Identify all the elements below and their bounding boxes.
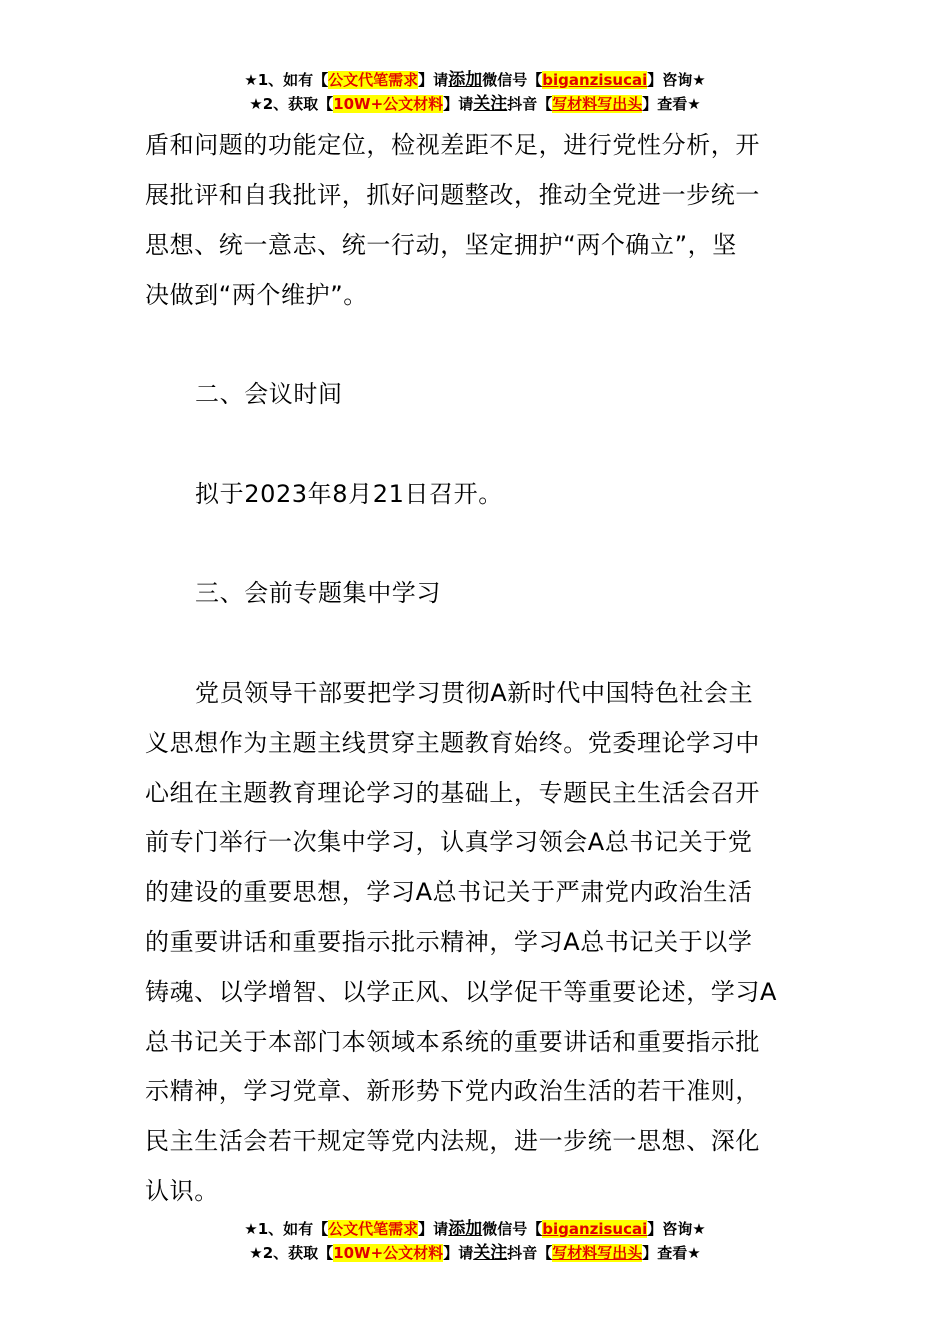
paragraph-line: 党员领导干部要把学习贯彻A新时代中国特色社会主 bbox=[195, 679, 754, 707]
paragraph-line: 拟于2023年8月21日召开。 bbox=[195, 480, 503, 508]
ad-highlight: 10W+公文材料 bbox=[333, 1244, 444, 1262]
ad-douyin-id: 写材料写出头 bbox=[552, 1244, 643, 1262]
ad-text: 】咨询★ bbox=[647, 71, 706, 89]
ad-highlight: 10W+公文材料 bbox=[333, 95, 444, 113]
ad-line-2-footer bbox=[0, 1242, 950, 1265]
paragraph-line: 民主生活会若干规定等党内法规，进一步统一思想、深化 bbox=[145, 1127, 760, 1155]
ad-highlight: 公文代笔需求 bbox=[328, 71, 419, 89]
paragraph-line: 思想、统一意志、统一行动，坚定拥护“两个确立”，坚 bbox=[145, 231, 737, 259]
ad-text: 】请 bbox=[443, 1244, 474, 1262]
ad-text: 】查看★ bbox=[642, 1244, 701, 1262]
ad-emphasis: 添加 bbox=[448, 70, 483, 90]
paragraph-line: 铸魂、以学增智、以学正风、以学促干等重要论述，学习A bbox=[145, 978, 778, 1006]
paragraph-line: 示精神，学习党章、新形势下党内政治生活的若干准则， bbox=[145, 1077, 760, 1105]
ad-text: ★2、获取【 bbox=[249, 95, 334, 113]
paragraph-line: 的建设的重要思想，学习A总书记关于严肃党内政治生活 bbox=[145, 878, 753, 906]
ad-wechat-id: biganzisucai bbox=[542, 71, 648, 89]
paragraph-line: 盾和问题的功能定位，检视差距不足，进行党性分析，开 bbox=[145, 131, 760, 159]
ad-text: ★2、获取【 bbox=[249, 1244, 334, 1262]
paragraph-line: 义思想作为主题主线贯穿主题教育始终。党委理论学习中 bbox=[145, 729, 760, 757]
ad-text: 】请 bbox=[443, 95, 474, 113]
ad-text: 微信号【 bbox=[482, 1220, 543, 1238]
ad-line-1-footer bbox=[0, 1218, 950, 1241]
ad-emphasis: 关注 bbox=[473, 94, 508, 114]
ad-text: 】查看★ bbox=[642, 95, 701, 113]
paragraph-line: 决做到“两个维护”。 bbox=[145, 281, 368, 309]
ad-text: 抖音【 bbox=[507, 95, 553, 113]
section-heading: 三、会前专题集中学习 bbox=[195, 579, 441, 607]
ad-text: 抖音【 bbox=[507, 1244, 553, 1262]
ad-highlight: 公文代笔需求 bbox=[328, 1220, 419, 1238]
ad-line-1 bbox=[0, 69, 950, 92]
ad-text: 】请 bbox=[418, 71, 449, 89]
paragraph-line: 前专门举行一次集中学习，认真学习领会A总书记关于党 bbox=[145, 828, 753, 856]
ad-text: 】请 bbox=[418, 1220, 449, 1238]
ad-douyin-id: 写材料写出头 bbox=[552, 95, 643, 113]
ad-text: ★1、如有【 bbox=[244, 71, 329, 89]
paragraph-line: 总书记关于本部门本领域本系统的重要讲话和重要指示批 bbox=[145, 1028, 760, 1056]
ad-wechat-id: biganzisucai bbox=[542, 1220, 648, 1238]
paragraph-line: 认识。 bbox=[145, 1177, 219, 1205]
ad-text: 】咨询★ bbox=[647, 1220, 706, 1238]
section-heading: 二、会议时间 bbox=[195, 380, 343, 408]
paragraph-line: 展批评和自我批评，抓好问题整改，推动全党进一步统一 bbox=[145, 181, 760, 209]
ad-text: ★1、如有【 bbox=[244, 1220, 329, 1238]
ad-emphasis: 添加 bbox=[448, 1219, 483, 1239]
ad-emphasis: 关注 bbox=[473, 1243, 508, 1263]
ad-text: 微信号【 bbox=[482, 71, 543, 89]
paragraph-line: 心组在主题教育理论学习的基础上，专题民主生活会召开 bbox=[145, 779, 760, 807]
ad-line-2 bbox=[0, 93, 950, 116]
paragraph-line: 的重要讲话和重要指示批示精神，学习A总书记关于以学 bbox=[145, 928, 753, 956]
